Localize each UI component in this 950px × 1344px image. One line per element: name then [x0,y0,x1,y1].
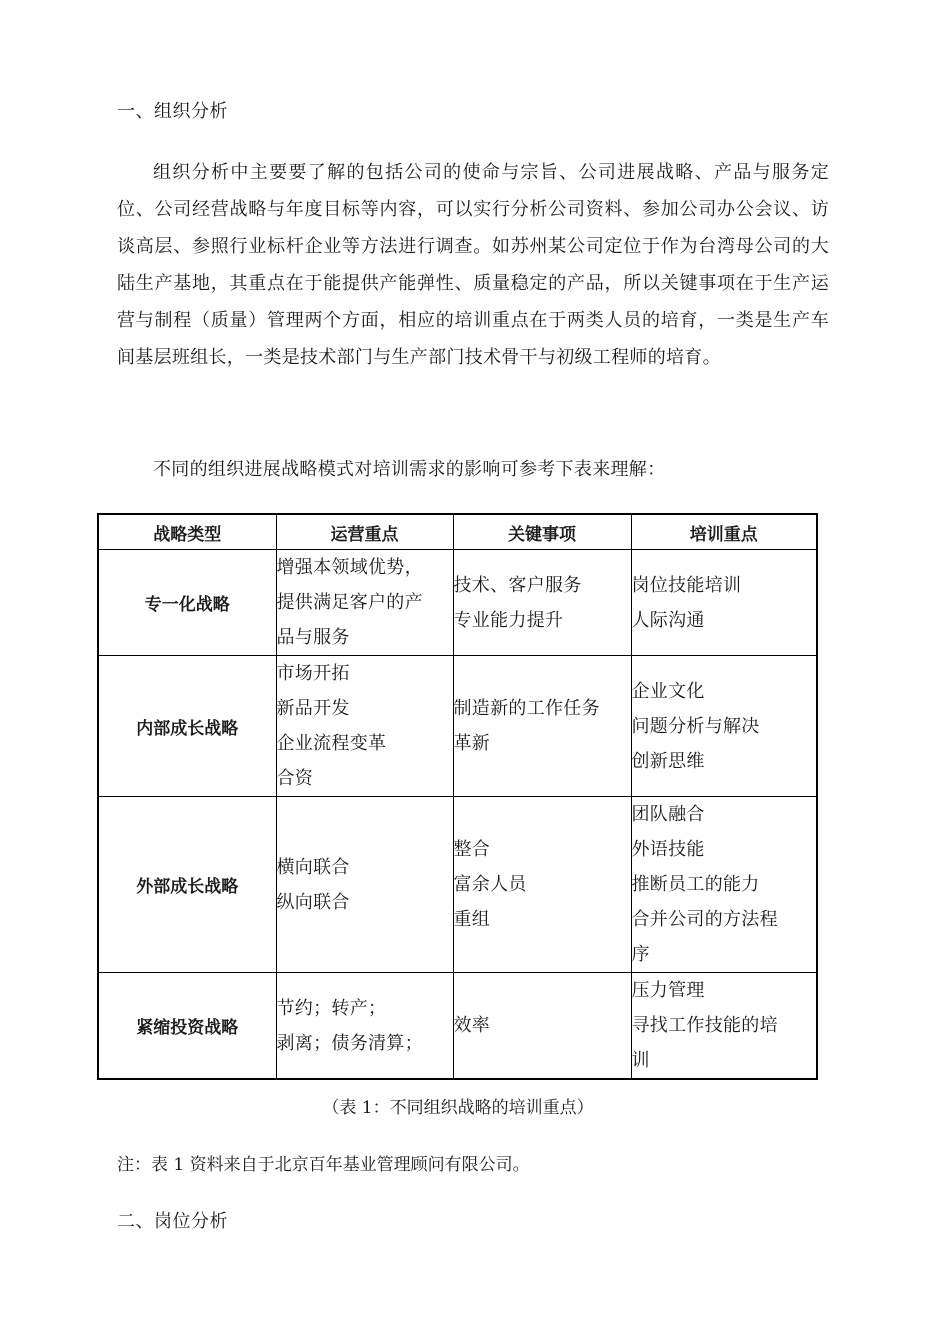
cell-line: 推断员工的能力 [631,874,760,895]
cell-line: 压力管理 [631,980,705,1001]
cell-line: 寻找工作技能的培 [631,1015,778,1036]
key-items-cell [453,797,631,973]
training-focus-cell [631,550,817,656]
operation-focus-cell [276,656,453,797]
table-row [98,973,817,1080]
cell-line: 企业流程变革 [276,733,387,754]
key-items-cell [453,656,631,797]
cell-line: 革新 [453,733,491,754]
operation-focus-cell [276,797,453,973]
cell-line: 效率 [453,1015,491,1036]
table-row [98,550,817,656]
strategy-type-cell: 专一化战略 [98,550,276,656]
cell-line: 合并公司的方法程 [631,909,778,930]
cell-line: 创新思维 [631,750,705,772]
cell-line: 训 [631,1050,650,1071]
cell-line: 制造新的工作任务 [453,698,600,719]
header-key-items: 关键事项 [453,514,631,550]
operation-focus-cell [276,973,453,1080]
cell-line: 重组 [453,909,491,930]
cell-line: 提供满足客户的产 [276,592,423,613]
cell-line: 品与服务 [276,627,350,648]
body-paragraph: 组织分析中主要要了解的包括公司的使命与宗旨、公司进展战略、产品与服务定位、公司经营战略与年度目标等内容，可以实行分析公司资料、参加公司办公会议、访谈高层、参照行业标杆企业等方法进行调查。如苏州某公司定位于作为台湾母公司的大陆生产基地，其重点在于能提供产能弹性、质量稳定的产品，所以关键事项在于生产运营与制程（质量）管理两个方面，相应的培训重点在于两类人员的培育，一类是生产车间基层班组长，一类是技术部门与生产部门技术骨干与初级工程师的培育。 [117,162,829,368]
header-operation-focus: 运营重点 [276,514,453,550]
strategy-type-cell: 紧缩投资战略 [98,973,276,1080]
operation-focus-cell [276,550,453,656]
header-strategy-type: 战略类型 [98,514,276,550]
cell-line: 市场开拓 [276,663,350,684]
cell-line: 人际沟通 [631,609,705,631]
cell-line: 横向联合 [276,856,350,878]
cell-line: 专业能力提升 [453,609,564,631]
header-training-focus: 培训重点 [631,514,817,550]
cell-line: 富余人员 [453,874,527,895]
strategy-type-cell: 外部成长战略 [98,797,276,973]
section-heading-organization-analysis: 一、组织分析 [117,101,228,122]
cell-line: 节约；转产； [276,997,387,1019]
cell-line: 合资 [276,768,314,789]
cell-line: 团队融合 [631,804,705,825]
training-focus-cell [631,797,817,973]
source-note: 注：表 1 资料来自于北京百年基业管理顾问有限公司。 [117,1155,530,1175]
cell-line: 技术、客户服务 [453,574,582,596]
cell-line: 新品开发 [276,698,350,719]
cell-line: 整合 [453,839,491,860]
strategy-training-table [97,513,818,1080]
table-row [98,797,817,973]
section-heading-position-analysis: 二、岗位分析 [117,1211,228,1232]
table-header-row [98,514,817,550]
cell-line: 企业文化 [631,680,705,702]
table-row [98,656,817,797]
cell-line: 增强本领域优势， [276,557,423,578]
table-caption: （表 1：不同组织战略的培训重点） [322,1098,594,1118]
strategy-type-cell: 内部成长战略 [98,656,276,797]
cell-line: 序 [631,944,650,965]
key-items-cell [453,973,631,1080]
cell-line: 纵向联合 [276,891,350,913]
key-items-cell [453,550,631,656]
table-intro-text: 不同的组织进展战略模式对培训需求的影响可参考下表来理解： [153,459,666,480]
cell-line: 外语技能 [631,839,705,860]
cell-line: 岗位技能培训 [631,574,742,596]
training-focus-cell [631,973,817,1080]
training-focus-cell [631,656,817,797]
cell-line: 问题分析与解决 [631,715,760,737]
cell-line: 剥离；债务清算； [276,1032,423,1054]
